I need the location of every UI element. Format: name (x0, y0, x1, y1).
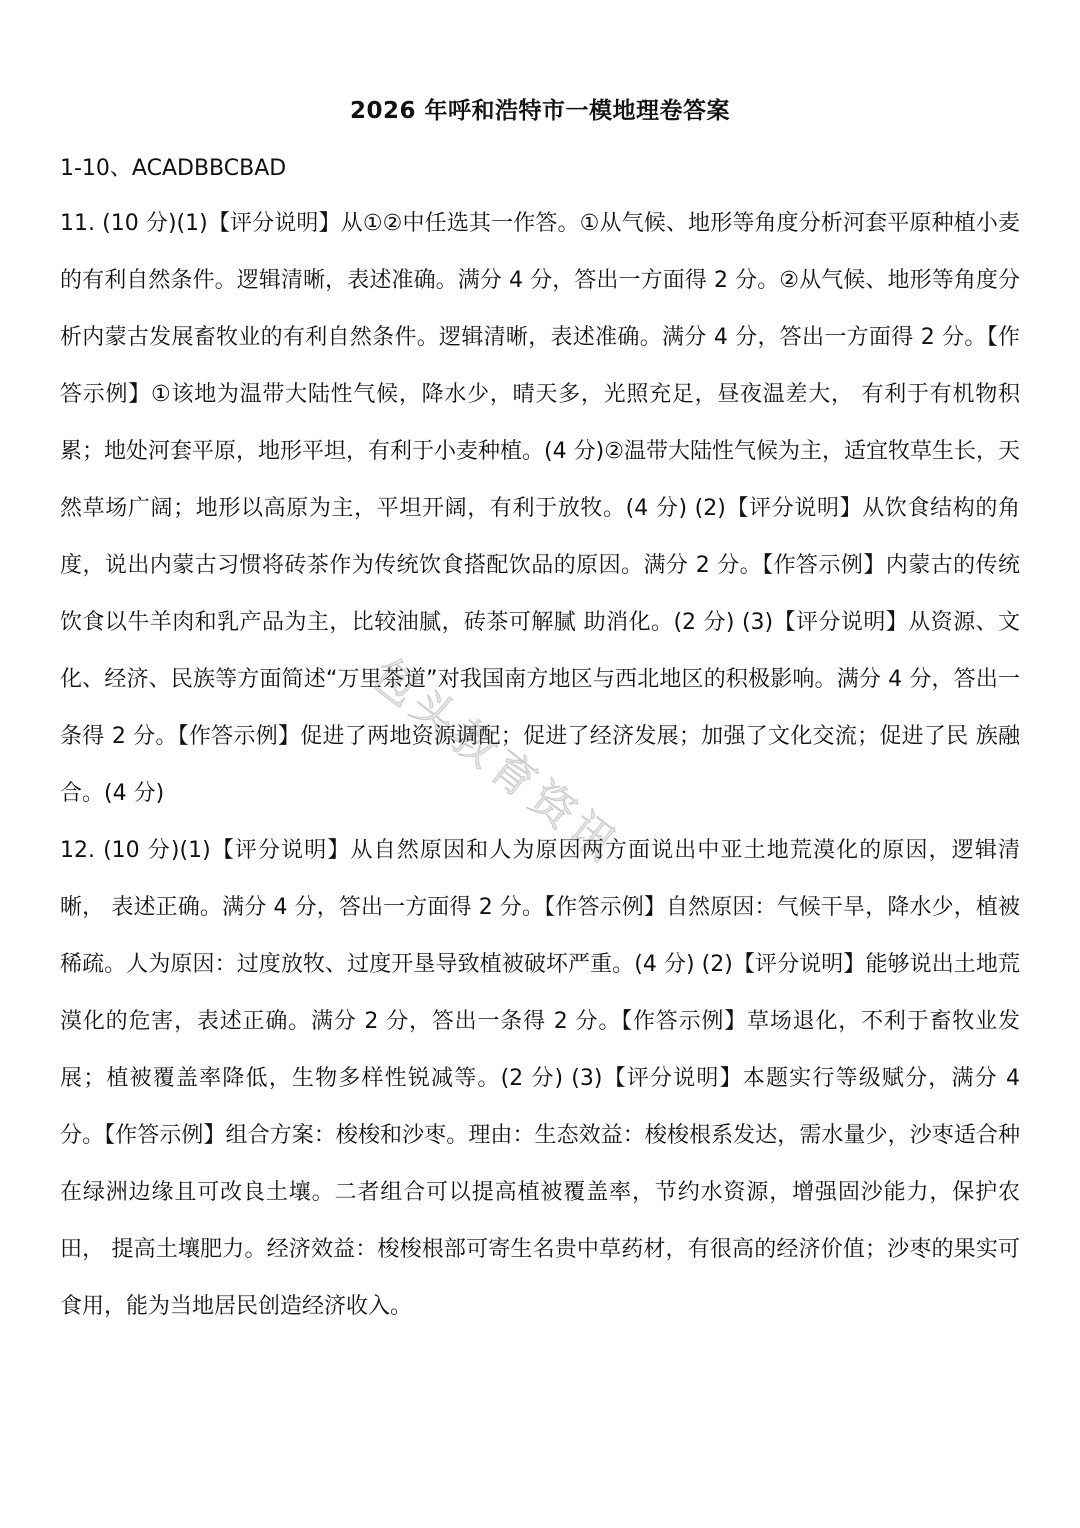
watermark: 包头教育资讯 (361, 648, 630, 874)
multiple-choice-answers: 1-10、ACADBBCBAD (60, 156, 287, 181)
question-11-answer: 11. (10 分)(1)【评分说明】从①②中任选其一作答。①从气候、地形等角度分析河套平原种植小麦的有利自然条件。逻辑清晰，表述准确。满分 4 分，答出一方面得 2 分。②从气候、地形等角度分析内蒙古发展畜牧业的有利自然条件。逻辑清晰，表述准确。满分 4 分，答出一方面得 2 分。【作答示例】①该地为温带大陆性气候，降水少，晴天多，光照充足，昼夜温差大， 有利于有机物积累；地处河套平原，地形平坦，有利于小麦种植。(4 分)②温带大陆性气候为主，适宜牧草生长，天然草场广阔；地形以高原为主，平坦开阔，有利于放牧。(4 分) (2)【评分说明】从饮食结构的角度，说出内蒙古习惯将砖茶作为传统饮食搭配饮品的原因。满分 2 分。【作答示例】内蒙古的传统饮食以牛羊肉和乳产品为主，比较油腻，砖茶可解腻 助消化。(2 分) (3)【评分说明】从资源、文化、经济、民族等方面简述“万里茶道”对我国南方地区与西北地区的积极影响。满分 4 分，答出一条得 2 分。【作答示例】促进了两地资源调配；促进了经济发展；加强了文化交流；促进了民 族融合。(4 分) (60, 211, 1020, 806)
question-12-answer: 12. (10 分)(1)【评分说明】从自然原因和人为原因两方面说出中亚土地荒漠化的原因，逻辑清晰， 表述正确。满分 4 分，答出一方面得 2 分。【作答示例】自然原因：气候干旱，降水少，植被稀疏。人为原因：过度放牧、过度开垦导致植被破坏严重。(4 分) (2)【评分说明】能够说出土地荒漠化的危害，表述正确。满分 2 分，答出一条得 2 分。【作答示例】草场退化，不利于畜牧业发展；植被覆盖率降低，生物多样性锐减等。(2 分) (3)【评分说明】本题实行等级赋分，满分 4 分。【作答示例】组合方案：梭梭和沙枣。理由：生态效益：梭梭根系发达，需水量少，沙枣适合种在绿洲边缘且可改良土壤。二者组合可以提高植被覆盖率，节约水资源，增强固沙能力，保护农田， 提高土壤肥力。经济效益：梭梭根部可寄生名贵中草药材，有很高的经济价值；沙枣的果实可 食用，能为当地居民创造经济收入。 (60, 838, 1020, 1319)
document-title: 2026 年呼和浩特市一模地理卷答案 (349, 98, 731, 124)
